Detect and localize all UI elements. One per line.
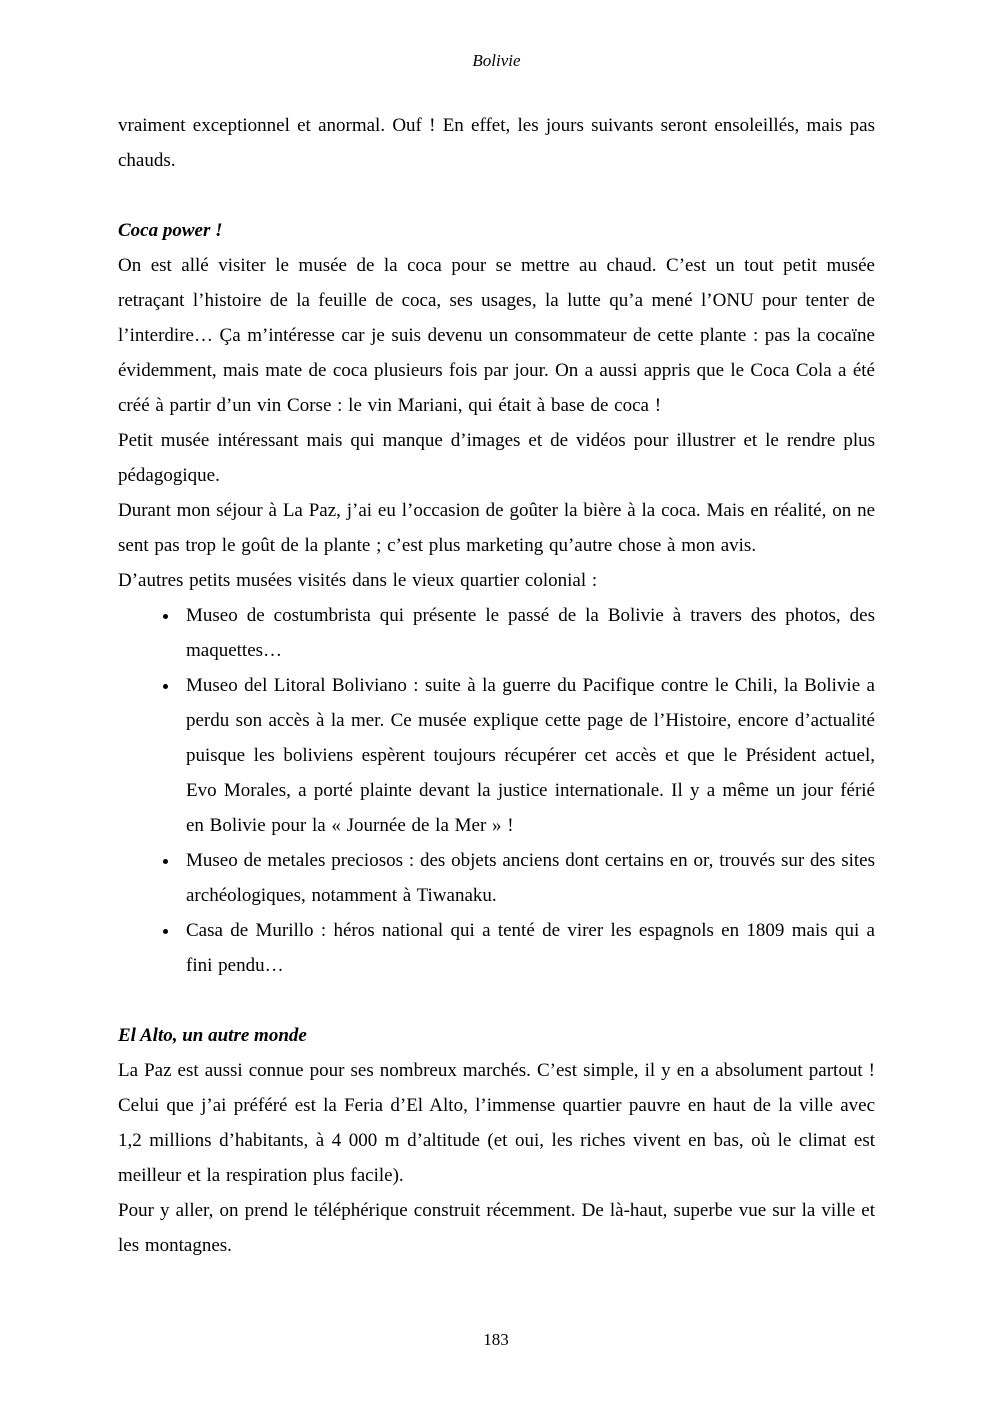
section-heading-coca-power: Coca power ! xyxy=(118,220,223,241)
coca-paragraph: Durant mon séjour à La Paz, j’ai eu l’occasion de goûter la bière à la coca. Mais en réalité, on ne sent pas trop le goût de la plante ; c’est plus marketing qu’autre chose à mon avis. xyxy=(118,500,875,556)
list-item: • Museo de costumbrista qui présente le passé de la Bolivie à travers des photos, des maquettes… xyxy=(180,598,875,668)
list-item: • Casa de Murillo : héros national qui a tenté de virer les espagnols en 1809 mais qui a fini pendu… xyxy=(180,913,875,983)
list-item: • Museo de metales preciosos : des objets anciens dont certains en or, trouvés sur des sites archéologiques, notamment à Tiwanaku. xyxy=(180,843,875,913)
museum-list xyxy=(118,598,875,983)
el-alto-paragraph: La Paz est aussi connue pour ses nombreux marchés. C’est simple, il y en a absolument partout ! Celui que j’ai préféré est la Feria d’El Alto, l’immense quartier pauvre en haut de la ville avec 1,2 millions d’habitants, à 4 000 m d’altitude (et oui, les riches vivent en bas, où le climat est meilleur et la respiration plus facile). xyxy=(118,1060,875,1186)
page-number: 183 xyxy=(483,1330,509,1349)
coca-paragraph: On est allé visiter le musée de la coca pour se mettre au chaud. C’est un tout petit musée retraçant l’histoire de la feuille de coca, ses usages, la lutte qu’a mené l’ONU pour tenter de l’interdire… Ça m’intéresse car je suis devenu un consommateur de cette plante : pas la cocaïne évidemment, mais mate de coca plusieurs fois par jour. On a aussi appris que le Coca Cola a été créé à partir d’un vin Corse : le vin Mariani, qui était à base de coca ! xyxy=(118,255,875,416)
opening-paragraph: vraiment exceptionnel et anormal. Ouf ! En effet, les jours suivants seront ensoleillés, mais pas chauds. xyxy=(118,115,875,171)
coca-paragraph: D’autres petits musées visités dans le vieux quartier colonial : xyxy=(118,570,598,591)
list-item: • Museo del Litoral Boliviano : suite à la guerre du Pacifique contre le Chili, la Bolivie a perdu son accès à la mer. Ce musée explique cette page de l’Histoire, encore d’actualité puisque les boliviens espèrent toujours récupérer cet accès et que le Président actuel, Evo Morales, a porté plainte devant la justice internationale. Il y a même un jour férié en Bolivie pour la « Journée de la Mer » ! xyxy=(180,668,875,843)
el-alto-paragraph: Pour y aller, on prend le téléphérique construit récemment. De là-haut, superbe vue sur la ville et les montagnes. xyxy=(118,1200,875,1256)
coca-paragraph: Petit musée intéressant mais qui manque d’images et de vidéos pour illustrer et le rendre plus pédagogique. xyxy=(118,430,875,486)
running-header: Bolivie xyxy=(472,51,521,70)
section-heading-el-alto: El Alto, un autre monde xyxy=(118,1025,307,1046)
